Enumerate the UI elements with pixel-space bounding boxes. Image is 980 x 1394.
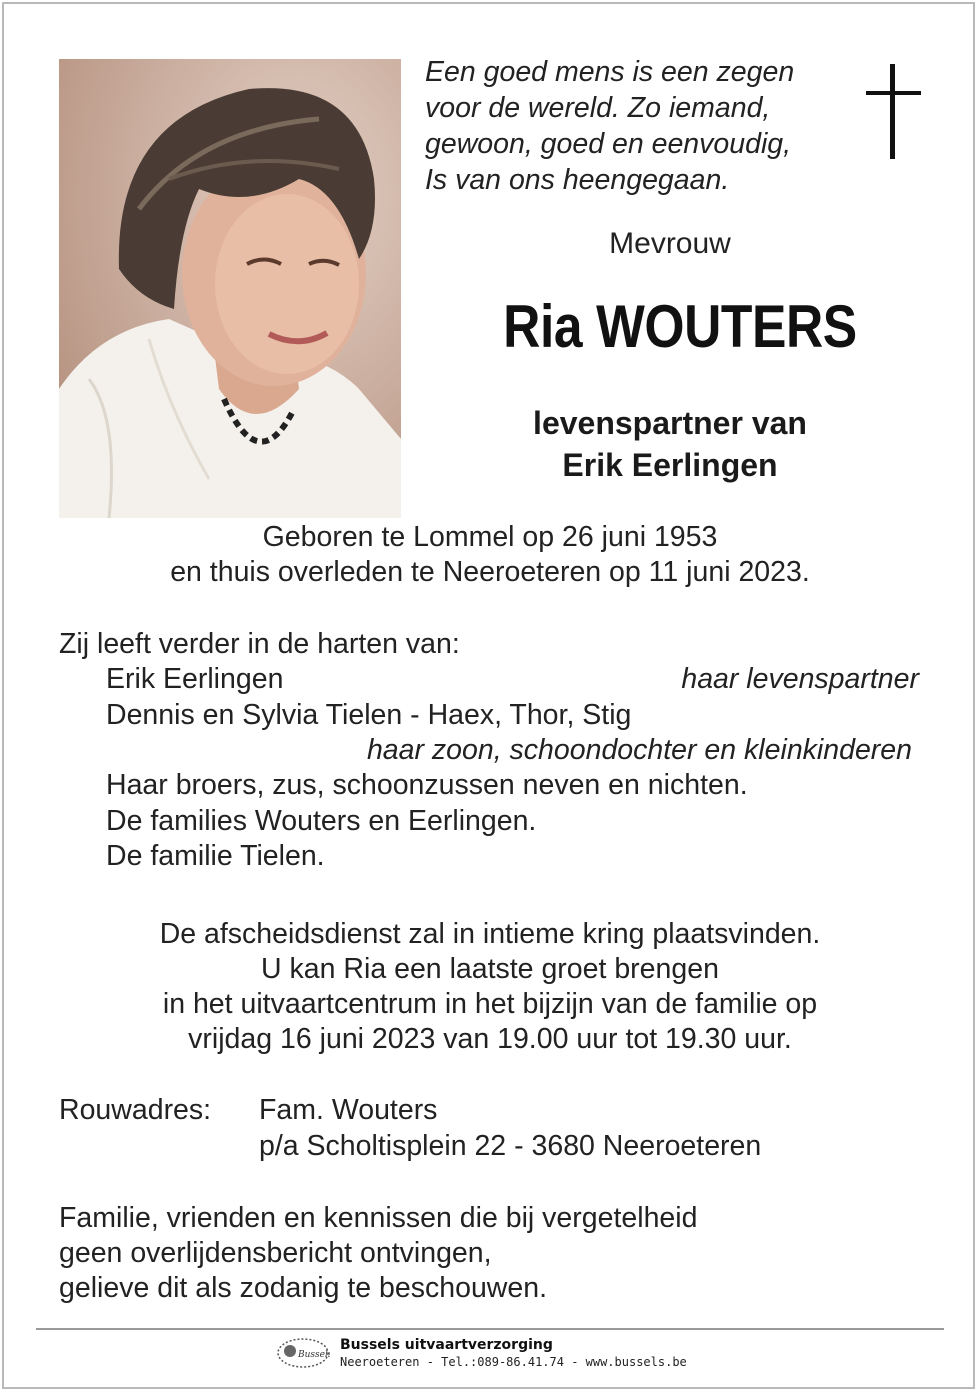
survivor-name: Erik Eerlingen [106, 663, 284, 695]
bussels-logo [276, 1337, 330, 1369]
survivor-other: Haar broers, zus, schoonzussen neven en nichten. [106, 769, 748, 801]
survivor-other: De familie Tielen. [106, 840, 325, 872]
service-line: U kan Ria een laatste groet brengen [261, 953, 719, 985]
notice-line: Familie, vrienden en kennissen die bij vergetelheid [59, 1202, 698, 1234]
survivor-relation: haar zoon, schoondochter en kleinkinderen [366, 734, 912, 766]
death-line: en thuis overleden te Neeroeteren op 11 juni 2023. [170, 556, 810, 588]
relation-line: levenspartner van [533, 405, 807, 441]
survivor-relation: haar levenspartner [681, 663, 919, 695]
quote-line: Een goed mens is een zegen [425, 56, 795, 88]
quote-line: voor de wereld. Zo iemand, [425, 92, 771, 124]
service-line: in het uitvaartcentrum in het bijzijn van de familie op [162, 988, 818, 1020]
quote-line: Is van ons heengegaan. [425, 164, 730, 196]
birth-death-block [40, 520, 940, 590]
notice-block [59, 1201, 697, 1306]
survivor-name: Dennis en Sylvia Tielen - Haex, Thor, Stig [106, 699, 632, 731]
service-line: De afscheidsdienst zal in intieme kring plaatsvinden. [159, 918, 821, 950]
deceased-name: Ria WOUTERS [503, 293, 857, 360]
portrait-photo [59, 59, 401, 518]
survivors-intro: Zij leeft verder in de harten van: [59, 628, 460, 660]
funeral-company-name: Bussels uitvaartverzorging [340, 1337, 553, 1353]
address-label: Rouwadres: [59, 1094, 212, 1126]
portrait-illustration [59, 59, 401, 518]
logo-text: Bussels [298, 1350, 330, 1360]
honorific: Mevrouw [609, 227, 731, 260]
footer-divider [36, 1328, 944, 1330]
notice-line: geen overlijdensbericht ontvingen, [59, 1237, 492, 1269]
service-line: vrijdag 16 juni 2023 van 19.00 uur tot 19.30 uur. [188, 1023, 792, 1055]
cross-icon [890, 64, 895, 159]
address-line: Fam. Wouters [259, 1094, 438, 1126]
notice-line: gelieve dit als zodanig te beschouwen. [59, 1272, 547, 1304]
quote-block [425, 54, 794, 198]
birth-line: Geboren te Lommel op 26 juni 1953 [262, 521, 718, 553]
cross-icon-bar [866, 91, 921, 95]
address-line: p/a Scholtisplein 22 - 3680 Neeroeteren [259, 1130, 762, 1162]
partner-name: Erik Eerlingen [562, 447, 778, 483]
service-block [40, 917, 940, 1057]
funeral-company-contact: Neeroeteren - Tel.:089-86.41.74 - www.bussels.be [340, 1355, 687, 1369]
relation-block [400, 402, 940, 486]
quote-line: gewoon, goed en eenvoudig, [425, 128, 792, 160]
survivor-other: De families Wouters en Eerlingen. [106, 805, 537, 837]
